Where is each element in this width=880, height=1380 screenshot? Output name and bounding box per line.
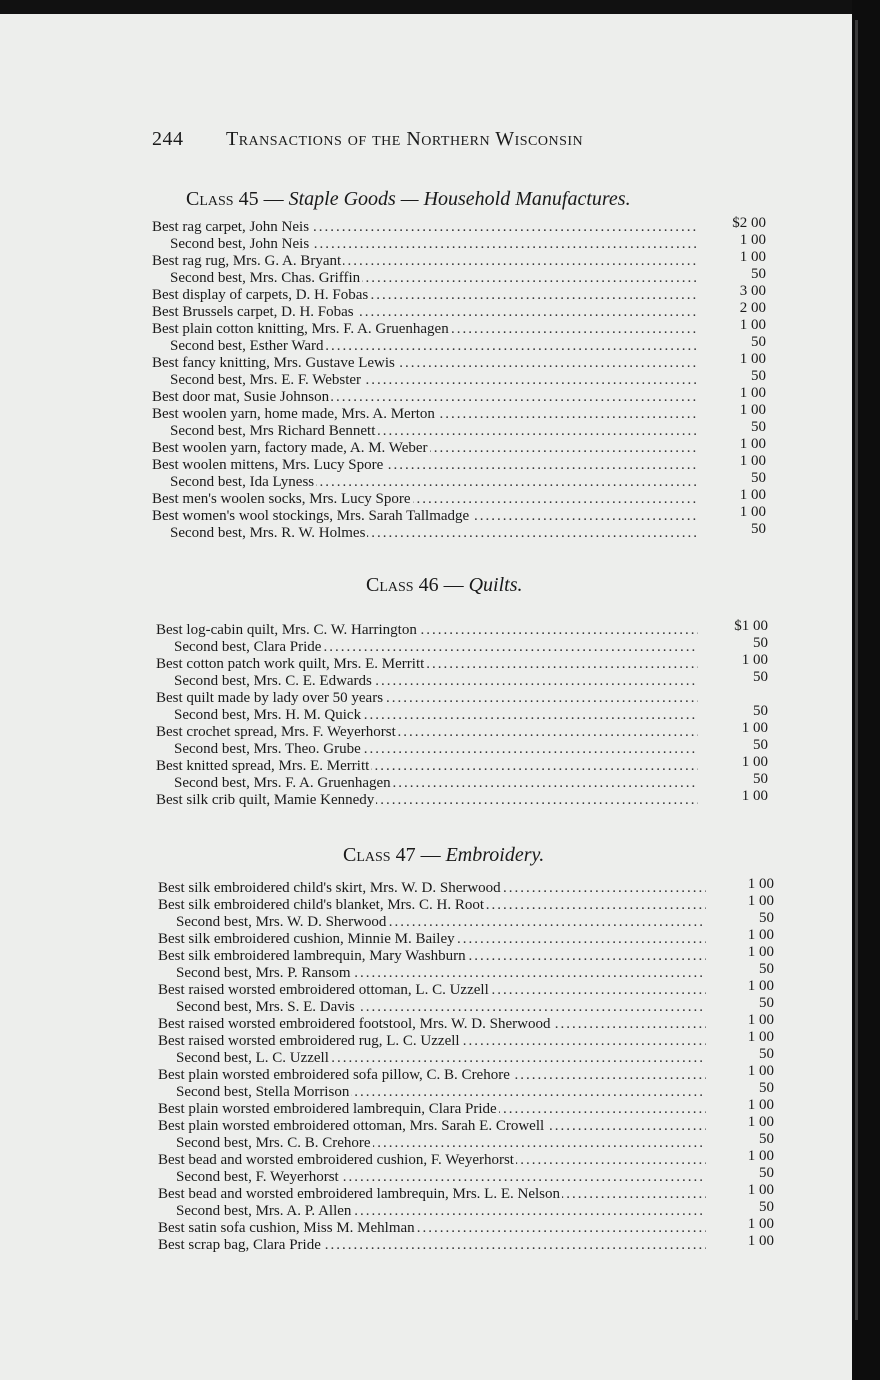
book-page bbox=[0, 14, 852, 1380]
class-subtitle: Staple Goods — Household Manufactures. bbox=[288, 188, 631, 210]
entry-label-text: Second best, Mrs. E. F. Webster bbox=[170, 372, 362, 388]
entry-label bbox=[152, 440, 698, 457]
entry-amount: 50 bbox=[753, 737, 768, 753]
entry-label bbox=[156, 758, 698, 775]
entry-amount: 50 bbox=[751, 419, 766, 435]
entry-label-text: Second best, Ida Lyness bbox=[170, 474, 315, 490]
entry-label-text: Second best, Mrs Richard Bennett bbox=[170, 423, 376, 439]
entry-label-text: Best silk embroidered child's skirt, Mrs. W. D. Sherwood bbox=[158, 880, 501, 896]
entry-label-text: Best display of carpets, D. H. Fobas bbox=[152, 287, 369, 303]
entry-label-text: Best silk embroidered lambrequin, Mary Washburn bbox=[158, 948, 466, 964]
entry-label-text: Best rag rug, Mrs. G. A. Bryant bbox=[152, 253, 342, 269]
entry-amount: 50 bbox=[751, 521, 766, 537]
entry-amount: 3 00 bbox=[739, 283, 766, 299]
entry-label-text: Second best, Stella Morrison bbox=[176, 1084, 350, 1100]
entry-label-text: Best plain worsted embroidered ottoman, Mrs. Sarah E. Crowell bbox=[158, 1118, 545, 1134]
entry-amount: $1 00 bbox=[734, 618, 768, 634]
entry-label-text: Best knitted spread, Mrs. E. Merritt bbox=[156, 758, 370, 774]
entry-label bbox=[158, 1033, 706, 1050]
entry-amount: 1 00 bbox=[747, 978, 774, 994]
entry-label-text: Best silk embroidered child's blanket, Mrs. C. H. Root bbox=[158, 897, 485, 913]
entry-label-text: Second best, Mrs. R. W. Holmes bbox=[170, 525, 366, 541]
entry-label-text: Best log-cabin quilt, Mrs. C. W. Harrington bbox=[156, 622, 417, 638]
entry-label bbox=[158, 880, 706, 897]
class-label: Class 46 — bbox=[366, 574, 464, 596]
entry-label bbox=[176, 1169, 706, 1186]
entry-label-text: Best silk crib quilt, Mamie Kennedy bbox=[156, 792, 375, 808]
entry-label-text: Best door mat, Susie Johnson bbox=[152, 389, 330, 405]
entry-amount: 1 00 bbox=[739, 232, 766, 248]
class-subtitle: Embroidery. bbox=[445, 844, 545, 866]
entry-label bbox=[170, 372, 698, 389]
entry-label bbox=[152, 491, 698, 508]
entry-amount: 50 bbox=[753, 771, 768, 787]
entry-label-text: Best woolen yarn, factory made, A. M. Weber bbox=[152, 440, 428, 456]
entry-amount: $2 00 bbox=[732, 215, 766, 231]
entry-label-text: Second best, F. Weyerhorst bbox=[176, 1169, 339, 1185]
entry-label-text: Best raised worsted embroidered footstool, Mrs. W. D. Sherwood bbox=[158, 1016, 551, 1032]
entry-amount: 1 00 bbox=[747, 944, 774, 960]
entry-label-text: Second best, Mrs. F. A. Gruenhagen bbox=[174, 775, 391, 791]
entry-label-text: Best women's wool stockings, Mrs. Sarah Tallmadge bbox=[152, 508, 470, 524]
entry-amount: 1 00 bbox=[739, 453, 766, 469]
entry-amount: 1 00 bbox=[747, 1097, 774, 1113]
entry-label bbox=[158, 931, 706, 948]
entry-label-text: Second best, Mrs. C. E. Edwards bbox=[174, 673, 372, 689]
entry-amount: 50 bbox=[759, 1165, 774, 1181]
entry-label-text: Second best, Mrs. Theo. Grube bbox=[174, 741, 361, 757]
class-45-heading bbox=[186, 188, 631, 211]
class-subtitle: Quilts. bbox=[468, 574, 523, 596]
entry-label-text: Best cotton patch work quilt, Mrs. E. Merritt bbox=[156, 656, 425, 672]
entry-label bbox=[152, 219, 698, 236]
running-head bbox=[152, 128, 712, 151]
entry-label bbox=[158, 1220, 706, 1237]
entry-label-text: Best plain worsted embroidered lambrequin, Clara Pride bbox=[158, 1101, 497, 1117]
entry-label bbox=[158, 1101, 706, 1118]
class-47-heading bbox=[343, 844, 544, 867]
entry-label-text: Second best, Mrs. W. D. Sherwood bbox=[176, 914, 387, 930]
entry-label bbox=[174, 673, 698, 690]
entry-amount: 50 bbox=[753, 635, 768, 651]
entry-amount: 50 bbox=[759, 1131, 774, 1147]
entry-label bbox=[174, 775, 698, 792]
entry-amount: 1 00 bbox=[741, 652, 768, 668]
entry-label-text: Best woolen yarn, home made, Mrs. A. Merton bbox=[152, 406, 435, 422]
entry-amount: 2 00 bbox=[739, 300, 766, 316]
entry-label bbox=[156, 724, 698, 741]
entry-label bbox=[176, 914, 706, 931]
entry-amount: 50 bbox=[751, 266, 766, 282]
entry-label-text: Best bead and worsted embroidered cushion, F. Weyerhorst bbox=[158, 1152, 514, 1168]
entry-label-text: Second best, Mrs. A. P. Allen bbox=[176, 1203, 352, 1219]
entry-amount: 1 00 bbox=[747, 1216, 774, 1232]
entry-label-text: Best plain cotton knitting, Mrs. F. A. Gruenhagen bbox=[152, 321, 449, 337]
entry-amount: 50 bbox=[751, 334, 766, 350]
entry-amount: 50 bbox=[759, 995, 774, 1011]
entry-label-text: Best quilt made by lady over 50 years bbox=[156, 690, 384, 706]
entry-label bbox=[156, 690, 698, 707]
entry-amount: 1 00 bbox=[739, 351, 766, 367]
entry-amount: 1 00 bbox=[739, 436, 766, 452]
entry-label bbox=[158, 897, 706, 914]
entry-label bbox=[152, 321, 698, 338]
entry-amount: 1 00 bbox=[741, 720, 768, 736]
entry-label bbox=[176, 1050, 706, 1067]
entry-label bbox=[158, 948, 706, 965]
entry-amount: 50 bbox=[759, 1046, 774, 1062]
entry-label bbox=[170, 236, 698, 253]
entry-label bbox=[170, 474, 698, 491]
entry-amount: 1 00 bbox=[747, 927, 774, 943]
class-label: Class 45 — bbox=[186, 188, 284, 210]
entry-label bbox=[158, 1067, 706, 1084]
entry-amount: 50 bbox=[759, 961, 774, 977]
entry-amount: 1 00 bbox=[747, 1063, 774, 1079]
entry-label-text: Second best, Mrs. P. Ransom bbox=[176, 965, 351, 981]
entry-label-text: Best fancy knitting, Mrs. Gustave Lewis bbox=[152, 355, 395, 371]
entry-amount: 1 00 bbox=[739, 487, 766, 503]
entry-label-text: Second best, Mrs. Chas. Griffin bbox=[170, 270, 361, 286]
entry-amount: 1 00 bbox=[747, 1233, 774, 1249]
entry-label bbox=[176, 999, 706, 1016]
entry-label bbox=[152, 253, 698, 270]
running-title: Transactions of the Northern Wisconsin bbox=[226, 128, 584, 150]
entry-amount: 50 bbox=[753, 703, 768, 719]
entry-label bbox=[152, 389, 698, 406]
entry-label bbox=[152, 355, 698, 372]
entry-label bbox=[174, 639, 698, 656]
entry-label bbox=[152, 287, 698, 304]
entry-label-text: Second best, Mrs. C. B. Crehore bbox=[176, 1135, 371, 1151]
entry-label-text: Best satin sofa cushion, Miss M. Mehlman bbox=[158, 1220, 415, 1236]
entry-amount: 50 bbox=[759, 910, 774, 926]
entry-label bbox=[170, 270, 698, 287]
entry-label bbox=[158, 1016, 706, 1033]
entry-amount: 1 00 bbox=[741, 788, 768, 804]
class-46-heading bbox=[366, 574, 522, 597]
entry-amount: 1 00 bbox=[747, 1114, 774, 1130]
entry-label bbox=[174, 741, 698, 758]
entry-label bbox=[152, 304, 698, 321]
entry-amount: 1 00 bbox=[747, 1182, 774, 1198]
entry-amount: 1 00 bbox=[739, 385, 766, 401]
entry-label-text: Second best, Mrs. H. M. Quick bbox=[174, 707, 362, 723]
page-number: 244 bbox=[152, 128, 184, 150]
entry-label bbox=[156, 656, 698, 673]
entry-amount: 1 00 bbox=[747, 1012, 774, 1028]
entry-label bbox=[170, 338, 698, 355]
entry-label-text: Second best, Clara Pride bbox=[174, 639, 322, 655]
entry-amount: 1 00 bbox=[747, 1148, 774, 1164]
entry-label-text: Second best, Mrs. S. E. Davis bbox=[176, 999, 355, 1015]
entry-label bbox=[156, 792, 698, 809]
entry-label-text: Best bead and worsted embroidered lambrequin, Mrs. L. E. Nelson bbox=[158, 1186, 560, 1202]
entry-amount: 1 00 bbox=[747, 1029, 774, 1045]
entry-amount: 50 bbox=[759, 1080, 774, 1096]
entry-label-text: Best Brussels carpet, D. H. Fobas bbox=[152, 304, 354, 320]
entry-label-text: Best woolen mittens, Mrs. Lucy Spore bbox=[152, 457, 384, 473]
entry-label-text: Best scrap bag, Clara Pride bbox=[158, 1237, 321, 1253]
entry-amount: 1 00 bbox=[739, 317, 766, 333]
entry-amount: 1 00 bbox=[747, 876, 774, 892]
entry-label-text: Best men's woolen socks, Mrs. Lucy Spore bbox=[152, 491, 411, 507]
entry-label bbox=[158, 1237, 706, 1254]
entry-amount: 1 00 bbox=[739, 402, 766, 418]
entry-label bbox=[156, 622, 698, 639]
entry-amount: 1 00 bbox=[739, 249, 766, 265]
entry-label-text: Best raised worsted embroidered ottoman, L. C. Uzzell bbox=[158, 982, 489, 998]
entry-label-text: Best crochet spread, Mrs. F. Weyerhorst bbox=[156, 724, 396, 740]
entry-label-text: Best plain worsted embroidered sofa pillow, C. B. Crehore bbox=[158, 1067, 510, 1083]
entry-label-text: Best silk embroidered cushion, Minnie M. Bailey bbox=[158, 931, 455, 947]
entry-amount: 1 00 bbox=[747, 893, 774, 909]
entry-label bbox=[176, 1203, 706, 1220]
entry-label bbox=[152, 508, 698, 525]
entry-label-text: Best rag carpet, John Neis bbox=[152, 219, 310, 235]
entry-label bbox=[158, 1152, 706, 1169]
entry-label bbox=[158, 1118, 706, 1135]
entry-amount: 50 bbox=[751, 470, 766, 486]
entry-label-text: Best raised worsted embroidered rug, L. C. Uzzell bbox=[158, 1033, 460, 1049]
entry-label bbox=[158, 1186, 706, 1203]
entry-label-text: Second best, L. C. Uzzell bbox=[176, 1050, 329, 1066]
entry-amount: 50 bbox=[753, 669, 768, 685]
class-label: Class 47 — bbox=[343, 844, 441, 866]
entry-label-text: Second best, Esther Ward bbox=[170, 338, 324, 354]
entry-label-text: Second best, John Neis bbox=[170, 236, 310, 252]
entry-label bbox=[152, 406, 698, 423]
entry-label bbox=[158, 982, 706, 999]
entry-label bbox=[176, 1084, 706, 1101]
entry-label bbox=[176, 965, 706, 982]
entry-label bbox=[176, 1135, 706, 1152]
entry-label bbox=[174, 707, 698, 724]
entry-label bbox=[152, 457, 698, 474]
entry-label bbox=[170, 525, 698, 542]
page-edge-line bbox=[855, 20, 858, 1320]
entry-amount: 50 bbox=[751, 368, 766, 384]
entry-amount: 1 00 bbox=[739, 504, 766, 520]
entry-amount: 50 bbox=[759, 1199, 774, 1215]
entry-label bbox=[170, 423, 698, 440]
entry-amount: 1 00 bbox=[741, 754, 768, 770]
